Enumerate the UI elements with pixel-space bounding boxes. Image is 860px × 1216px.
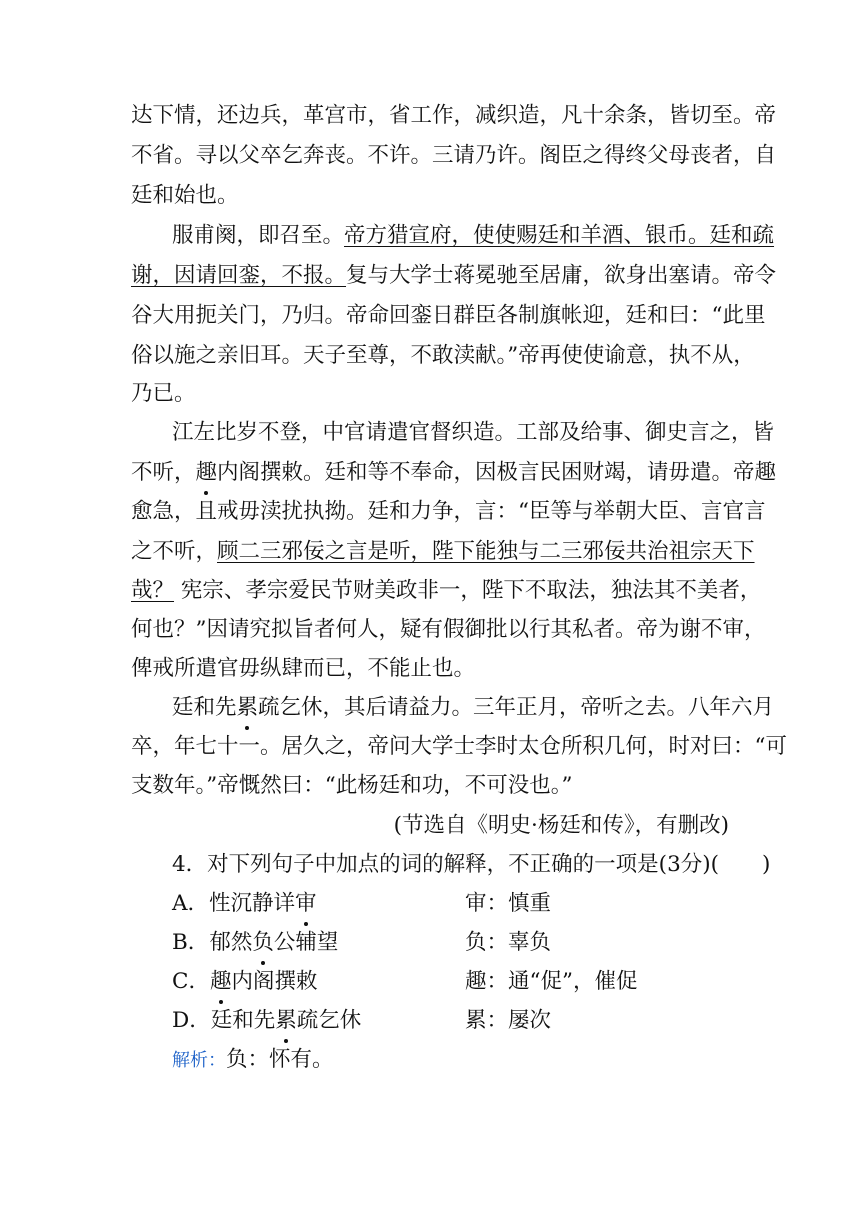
passage-line: 卒，年七十一。居久之，帝问大学士李时太仓所积几何，时对曰：“可: [131, 734, 787, 759]
passage-line: [131, 576, 762, 606]
analysis: [172, 1045, 334, 1075]
source-citation: (节选自《明史·杨廷和传》，有删改): [393, 813, 729, 838]
text-span: 复与大学士蒋冕驰至居庸，欲身出塞请。帝令: [346, 263, 777, 288]
option-b: [172, 928, 338, 958]
passage-line: 愈急，且戒毋渎扰执拗。廷和力争，言：“臣等与举朝大臣、言官言: [131, 499, 766, 524]
passage-line: 何也？”因请究拟旨者何人，疑有假御批以行其私者。帝为谢不审，: [131, 617, 766, 642]
underlined-sentence: 哉？: [131, 578, 175, 603]
dotted-character: 累: [275, 1006, 297, 1036]
option-a-gloss: 审：慎重: [465, 891, 552, 916]
passage-line: [131, 261, 777, 291]
option-c: [172, 967, 317, 997]
passage-line: [131, 458, 777, 488]
option-letter: D．: [172, 1008, 211, 1033]
option-b-gloss: 负：辜负: [465, 930, 552, 955]
option-letter: B．: [172, 930, 210, 955]
option-text: 郁然: [209, 930, 253, 955]
question-stem: 4．对下列句子中加点的词的解释，不正确的一项是(3分)( ): [172, 852, 771, 877]
option-d-gloss: 累：屡次: [465, 1008, 552, 1033]
dotted-character: 负: [252, 928, 274, 958]
passage-line: 江左比岁不登，中官请遣官督织造。工部及给事、御史言之，皆: [172, 420, 775, 445]
text-span: 服甫阕，即召至。: [172, 223, 345, 248]
underlined-sentence: 帝方猎宣府，使使赐廷和羊酒、银币。廷和疏: [344, 223, 775, 248]
option-d: [172, 1006, 361, 1036]
option-text: 廷和先: [210, 1008, 276, 1033]
option-text: 公辅望: [273, 930, 339, 955]
passage-line: 谷大用扼关门，乃归。帝命回銮日群臣各制旗帐迎，廷和曰：“此里: [131, 303, 766, 328]
text-span: 疏乞休，其后请益力。三年正月，帝听之去。八年六月: [258, 695, 775, 720]
passage-line: [131, 537, 755, 567]
dotted-character: 趣: [196, 458, 218, 488]
passage-line: 俗以施之亲旧耳。天子至尊，不敢渎献。”帝再使使谕意，执不从，: [131, 343, 755, 368]
dotted-character: 审: [295, 889, 317, 919]
option-text: 性沉静详: [209, 891, 296, 916]
analysis-label: 解析：: [172, 1050, 226, 1071]
text-span: 内阁撰敕。廷和等不奉命，因极言民困财竭，请毋遣。帝趣: [217, 460, 777, 485]
option-c-gloss: 趣：通“促”，催促: [465, 969, 638, 994]
passage-line: [172, 693, 775, 723]
underlined-sentence: 谢，因请回銮，不报。: [131, 263, 347, 288]
text-span: 之不听，: [131, 539, 218, 564]
option-a: [172, 889, 317, 919]
passage-line: 达下情，还边兵，革宫市，省工作，减织造，凡十余条，皆切至。帝: [131, 103, 777, 128]
passage-line: 俾戒所遣官毋纵肆而已，不能止也。: [131, 656, 476, 681]
dotted-character: 累: [237, 693, 259, 723]
passage-line: [172, 221, 775, 251]
text-span: 廷和先: [172, 695, 237, 720]
option-text: 疏乞休: [296, 1008, 362, 1033]
analysis-text: 负：怀有。: [226, 1047, 334, 1072]
dotted-character: 趣: [210, 967, 232, 997]
underlined-sentence: 顾二三邪佞之言是听，陛下能独与二三邪佞共治祖宗天下: [217, 539, 755, 564]
text-span: 宪宗、孝宗爱民节财美政非一，陛下不取法，独法其不美者，: [174, 578, 762, 603]
passage-line: 支数年。”帝慨然曰：“此杨廷和功，不可没也。”: [131, 773, 573, 798]
option-letter: C．: [172, 969, 210, 994]
option-letter: A．: [172, 891, 210, 916]
passage-line: 廷和始也。: [131, 183, 239, 208]
text-span: 不听，: [131, 460, 196, 485]
option-text: 内阁撰敕: [231, 969, 318, 994]
passage-line: 乃已。: [131, 381, 196, 406]
passage-line: 不省。寻以父卒乞奔丧。不许。三请乃许。阁臣之得终父母丧者，自: [131, 143, 777, 168]
